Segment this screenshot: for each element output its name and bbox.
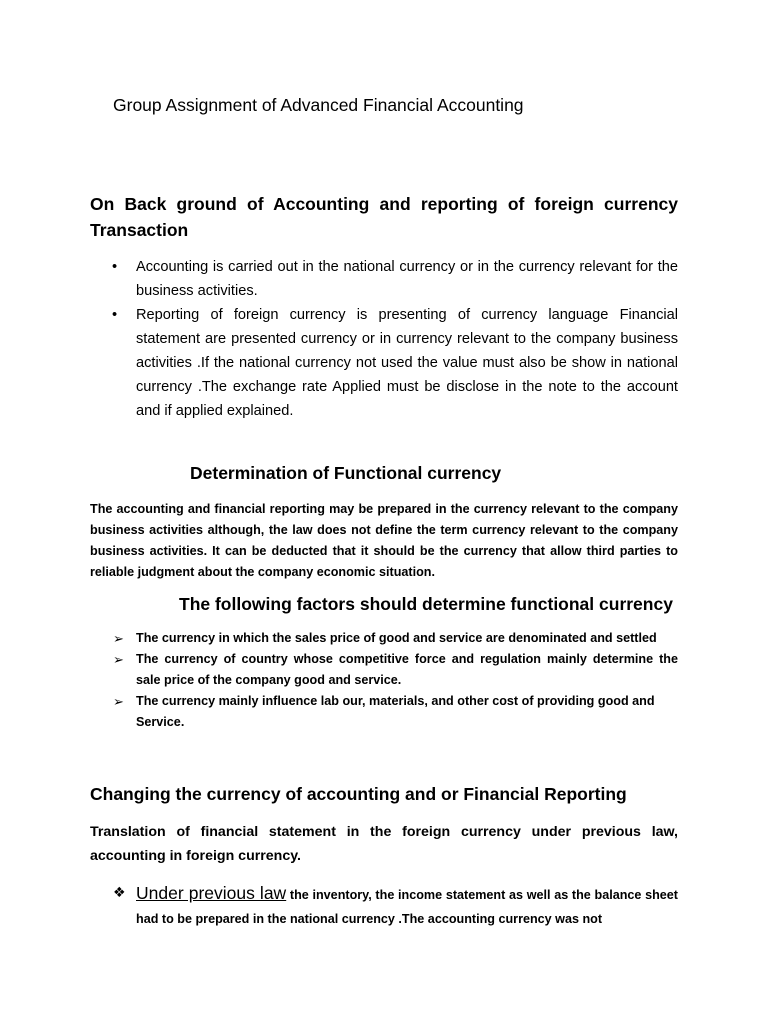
functional-currency-paragraph: The accounting and financial reporting may be prepared in the currency relevant to the company business activities although, the law does not define the term currency relevant to the company business activities. It can be deducted that it should be the currency that allow third parties to reliable judgment about the company economic situation. [90, 502, 678, 579]
translation-paragraph: Translation of financial statement in the foreign currency under previous law, accounting in foreign currency. [90, 824, 678, 864]
under-previous-law-text [136, 881, 678, 931]
list-item-text: Service. [136, 715, 185, 729]
list-item [108, 303, 678, 423]
document-title: Group Assignment of Advanced Financial Accounting [113, 95, 524, 115]
background-bullet-list [108, 255, 678, 423]
list-item-text: The currency mainly influence lab our, materials, and other cost of providing good and [136, 694, 655, 708]
diamond-bullet-icon: ❖ [113, 884, 126, 900]
list-item [113, 691, 678, 733]
bullet-icon: • [112, 307, 118, 323]
list-item [108, 255, 678, 303]
list-item-text: Reporting of foreign currency is presenting of currency language Financial statement are presented currency or in currency relevant to the company business activities .If the national currency not used the value must also be show in national currency .The exchange rate Applied must be disclose in the note to the account and if applied explained. [136, 307, 678, 419]
arrow-bullet-icon: ➢ [113, 652, 124, 667]
arrow-bullet-icon: ➢ [113, 694, 124, 709]
list-item-text: The currency in which the sales price of good and service are denominated and settled [136, 631, 657, 645]
section-heading-background: On Back ground of Accounting and reporting of foreign currency Transaction [90, 194, 678, 240]
list-item [113, 628, 678, 649]
factors-list [113, 628, 678, 733]
list-item-text: The currency of country whose competitive force and regulation mainly determine the sale price of the company good and service. [136, 652, 678, 687]
under-previous-law-item [113, 881, 678, 931]
list-item-text: Accounting is carried out in the national currency or in the currency relevant for the business activities. [136, 259, 678, 299]
under-previous-law-body: the inventory, the income statement as well as the balance sheet had to be prepared in the national currency .The accounting currency was not [136, 888, 678, 926]
section-heading-factors: The following factors should determine functional currency [179, 594, 673, 614]
bullet-icon: • [112, 259, 118, 275]
section-heading-changing-currency: Changing the currency of accounting and or Financial Reporting [90, 784, 627, 804]
arrow-bullet-icon: ➢ [113, 631, 124, 646]
list-item [113, 649, 678, 691]
under-previous-law-lead: Under previous law [136, 883, 287, 903]
section-heading-functional-currency: Determination of Functional currency [190, 463, 502, 483]
